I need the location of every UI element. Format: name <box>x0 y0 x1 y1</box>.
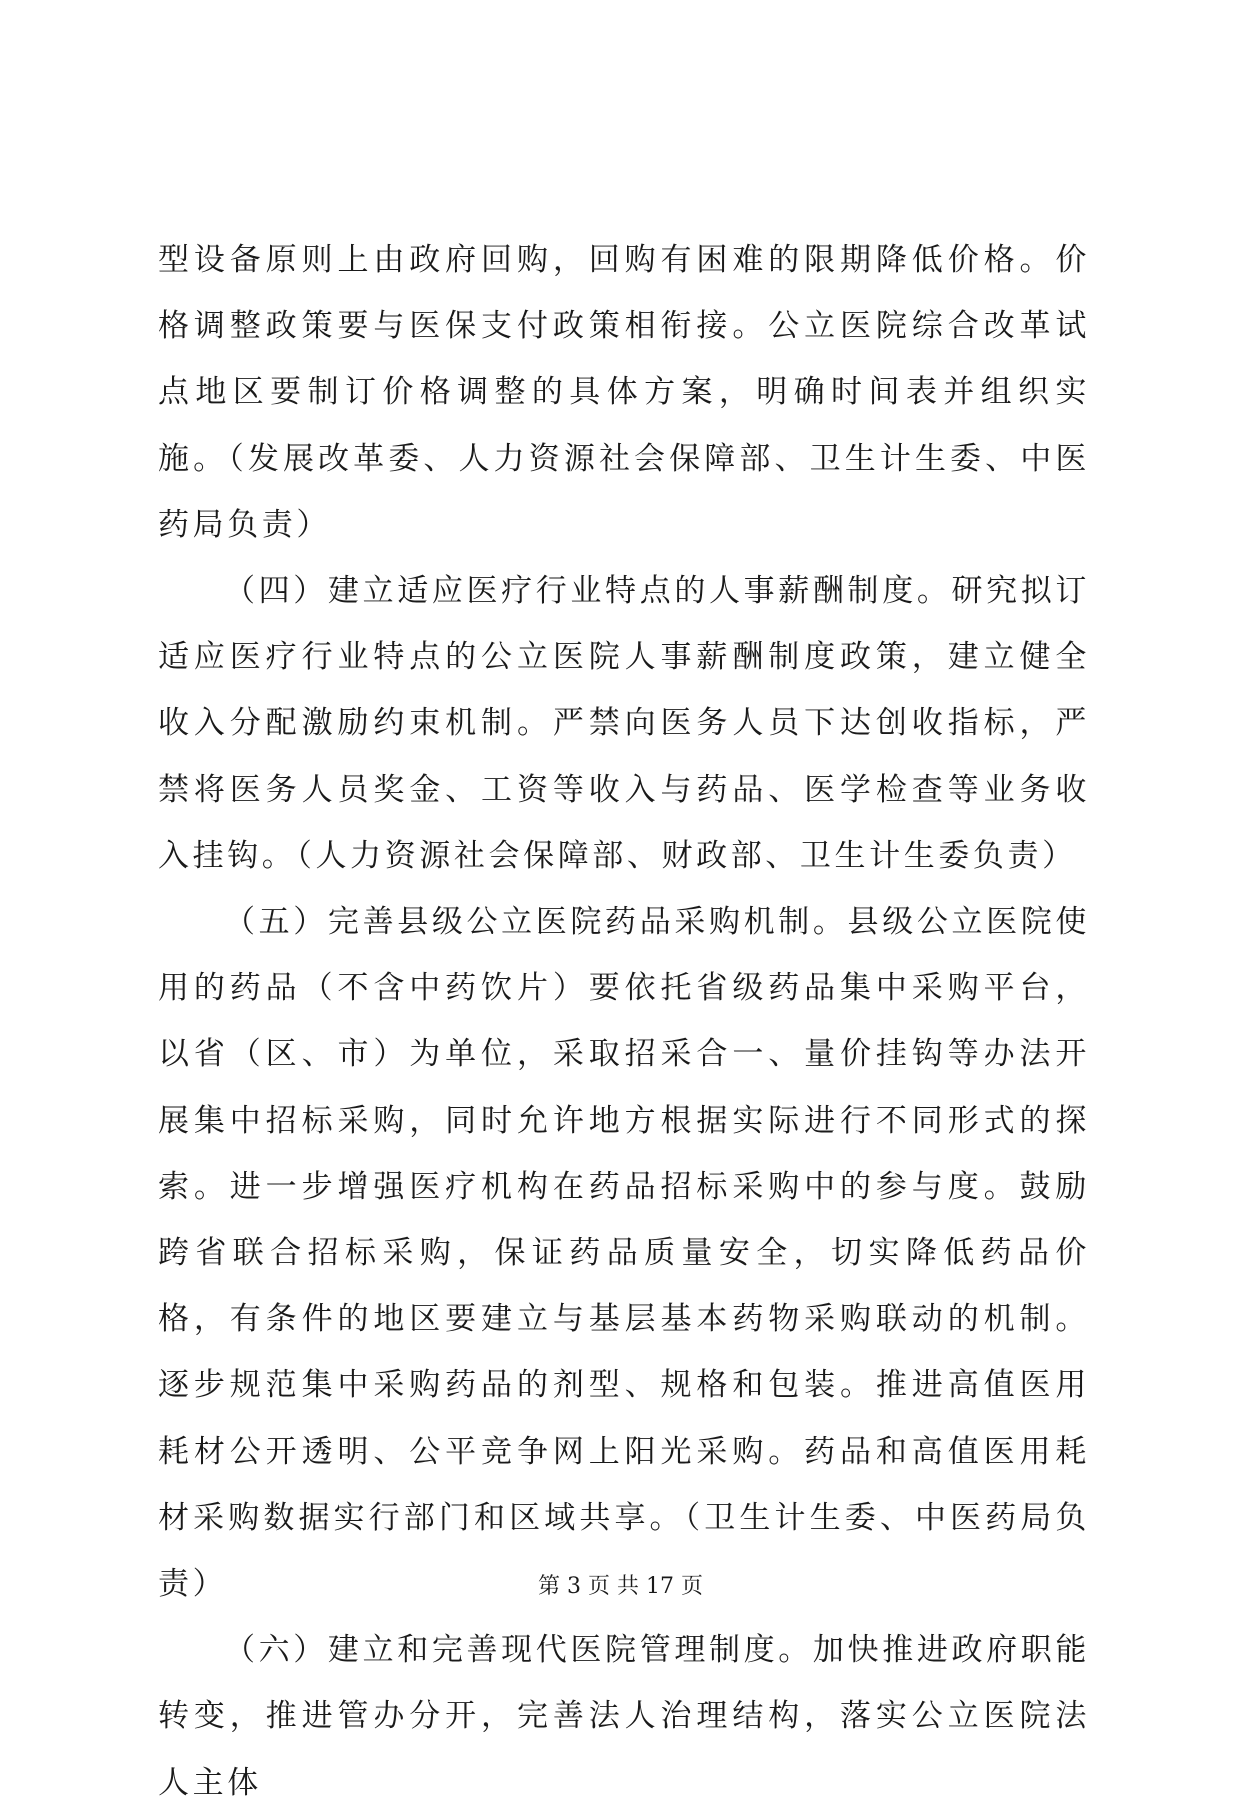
paragraph-continuation: 型设备原则上由政府回购，回购有困难的限期降低价格。价格调整政策要与医保支付政策相衔接。公立医院综合改革试点地区要制订价格调整的具体方案，明确时间表并组织实施。（发展改革委、人力资源社会保障部、卫生计生委、中医药局负责） <box>158 242 1090 543</box>
paragraph-section-4: （四）建立适应医疗行业特点的人事薪酬制度。研究拟订适应医疗行业特点的公立医院人事薪酬制度政策，建立健全收入分配激励约束机制。严禁向医务人员下达创收指标，严禁将医务人员奖金、工资等收入与药品、医学检查等业务收入挂钩。（人力资源社会保障部、财政部、卫生计生委负责） <box>158 573 1090 874</box>
paragraph-section-5: （五）完善县级公立医院药品采购机制。县级公立医院使用的药品（不含中药饮片）要依托省级药品集中采购平台，以省（区、市）为单位，采取招采合一、量价挂钩等办法开展集中招标采购，同时允许地方根据实际进行不同形式的探索。进一步增强医疗机构在药品招标采购中的参与度。鼓励跨省联合招标采购，保证药品质量安全，切实降低药品价格，有条件的地区要建立与基层基本药物采购联动的机制。逐步规范集中采购药品的剂型、规格和包装。推进高值医用耗材公开透明、公平竞争网上阳光采购。药品和高值医用耗材采购数据实行部门和区域共享。（卫生计生委、中医药局负责） <box>158 904 1090 1603</box>
paragraph-section-6: （六）建立和完善现代医院管理制度。加快推进政府职能转变，推进管办分开，完善法人治理结构，落实公立医院法人主体 <box>158 1632 1090 1801</box>
page-number-footer: 第 3 页 共 17 页 <box>538 1574 703 1599</box>
